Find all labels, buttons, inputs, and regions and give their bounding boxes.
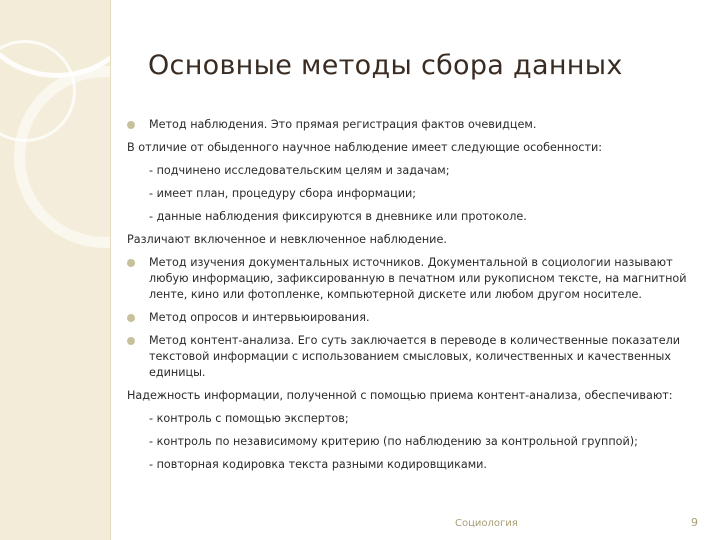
sub-item-records: - данные наблюдения фиксируются в дневнике или протоколе. <box>149 210 527 223</box>
sub-item-plan: - имеет план, процедуру сбора информации; <box>149 187 417 200</box>
sub-item-recoding: - повторная кодировка текста разными кодировщиками. <box>149 458 487 471</box>
bullet-survey-method <box>127 310 697 326</box>
sub-item-experts: - контроль с помощью экспертов; <box>149 412 349 425</box>
paragraph-reliability: Надежность информации, полученной с помощью приема контент-анализа, обеспечивают: <box>127 389 673 402</box>
bullet-text: Метод опросов и интервьюирования. <box>149 311 370 324</box>
bullet-document-method <box>127 255 697 303</box>
bullet-observation-method <box>127 117 697 133</box>
paragraph-observation-types: Различают включенное и невключенное наблюдение. <box>127 233 447 246</box>
sub-item-independent-criterion: - контроль по независимому критерию (по наблюдению за контрольной группой); <box>149 435 638 448</box>
bullet-content-analysis <box>127 333 697 381</box>
bullet-dot-icon <box>127 259 135 267</box>
slide-content <box>127 117 697 480</box>
bullet-text: Метод контент-анализа. Его суть заключается в переводе в количественные показатели текстовой информации с использованием смысловых, количественных и качественных единицы. <box>149 334 681 379</box>
page-number: 9 <box>691 516 698 529</box>
bullet-text: Метод наблюдения. Это прямая регистрация фактов очевидцем. <box>149 118 537 131</box>
bullet-text: Метод изучения документальных источников. Документальной в социологии называют любую информацию, зафиксированную в печатном или рукописном тексте, на магнитной ленте, кино или фотопленке, компьютерной дискете или любом другом носителе. <box>149 256 687 301</box>
slide-title: Основные методы сбора данных <box>148 50 623 81</box>
sub-item-research-goals: - подчинено исследовательским целям и задачам; <box>149 164 450 177</box>
bullet-dot-icon <box>127 314 135 322</box>
paragraph-observation-features: В отличие от обыденного научное наблюдение имеет следующие особенности: <box>127 141 603 154</box>
bullet-dot-icon <box>127 121 135 129</box>
footer-subject: Социология <box>455 518 518 529</box>
left-decorative-band <box>0 0 110 540</box>
band-divider <box>110 0 111 540</box>
bullet-dot-icon <box>127 337 135 345</box>
